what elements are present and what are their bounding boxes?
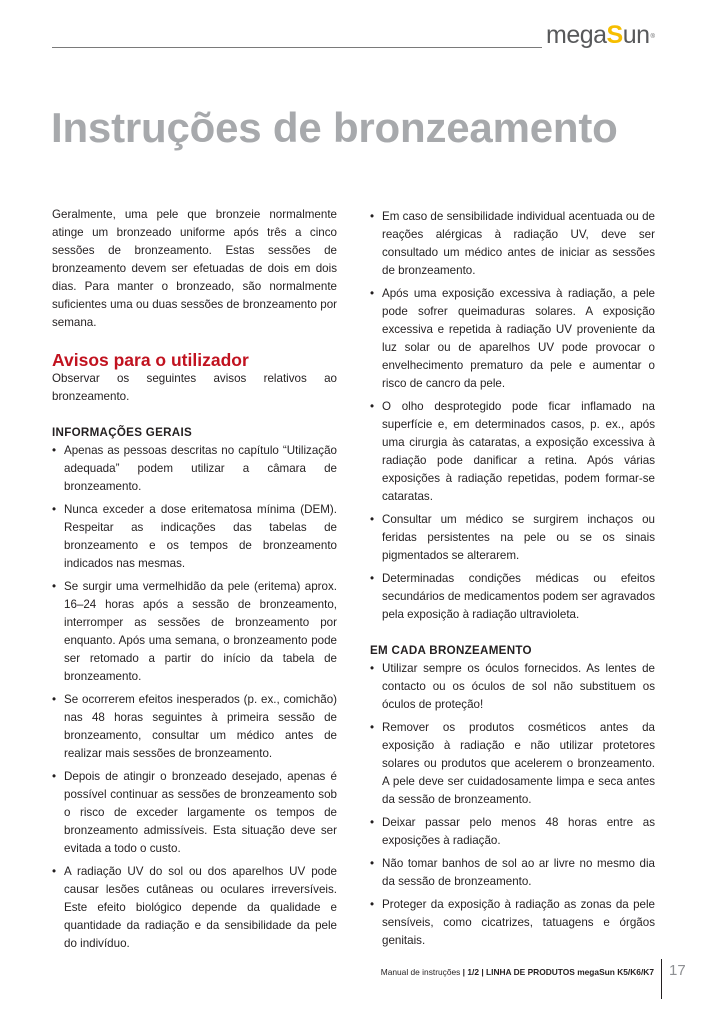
list-item <box>52 501 337 573</box>
list-item-text: Deixar passar pelo menos 48 horas entre as exposições à radiação. <box>382 816 655 847</box>
list-item-text: Apenas as pessoas descritas no capítulo “Utilização adequada” podem utilizar a câmara de bronzeamento. <box>64 444 337 493</box>
logo-suffix: un <box>622 21 650 49</box>
list-item-text: Determinadas condições médicas ou efeitos secundários de medicamentos podem ser agravados pela exposição à radiação ultravioleta. <box>382 572 655 621</box>
list-item <box>370 398 655 506</box>
list-item <box>52 691 337 763</box>
subheading-each-session: EM CADA BRONZEAMENTO <box>370 644 532 657</box>
bullet-icon: • <box>52 580 57 593</box>
list-item-text: Após uma exposição excessiva à radiação, a pele pode sofrer queimaduras solares. A exposição excessiva e repetida à radiação UV proveniente da luz solar ou de aparelhos UV pode provocar o envelhecimento prematuro da pele e aumentar o risco de cancro da pele. <box>382 287 655 390</box>
intro-paragraph: Geralmente, uma pele que bronzeie normalmente atinge um bronzeado uniforme após três a cinco sessões de bronzeamento. Estas sessões de bronzeamento devem ser efetuadas de dois em dois dias. Para manter o bronzeado, são normalmente suficientes uma ou duas sessões de bronzeamento por semana. <box>52 208 337 329</box>
list-item-text: Se ocorrerem efeitos inesperados (p. ex., comichão) nas 48 horas seguintes à primeira sessão de bronzeamento, consultar um médico antes de realizar mais sessões de bronzeamento. <box>64 693 337 760</box>
bullet-icon: • <box>52 865 57 878</box>
list-item <box>52 442 337 496</box>
megasun-logo <box>546 20 654 50</box>
list-item <box>370 208 655 280</box>
list-item-text: A radiação UV do sol ou dos aparelhos UV pode causar lesões cutâneas ou oculares irreversíveis. Este efeito biológico depende da qualidade e quantidade da radiação e da sensibilidade da pele do indivíduo. <box>64 865 337 950</box>
list-item <box>370 511 655 565</box>
list-item-text: Se surgir uma vermelhidão da pele (eritema) aprox. 16–24 horas após a sessão de bronzeamento, interromper as sessões de bronzeamento por enquanto. Após uma semana, o bronzeamento pode ser retomado a partir do início da tabela de bronzeamento. <box>64 580 337 683</box>
bullet-icon: • <box>52 693 57 706</box>
bullet-icon: • <box>370 287 375 300</box>
general-info-list <box>52 442 337 953</box>
page-number: 17 <box>669 962 686 979</box>
each-session-list <box>370 660 655 950</box>
section-intro: Observar os seguintes avisos relativos ao bronzeamento. <box>52 372 337 403</box>
bullet-icon: • <box>52 503 57 516</box>
list-item <box>52 578 337 686</box>
footer-separator: | <box>479 967 486 977</box>
list-item <box>370 896 655 950</box>
bullet-icon: • <box>370 210 375 223</box>
list-item-text: Proteger da exposição à radiação as zonas da pele sensíveis, como cicatrizes, tatuagens e órgãos genitais. <box>382 898 655 947</box>
bullet-icon: • <box>370 816 375 829</box>
bullet-icon: • <box>52 770 57 783</box>
list-item-text: Remover os produtos cosméticos antes da exposição à radiação e não utilizar protetores solares ou produtos que acelerem o bronzeamento. A pele deve ser cuidadosamente limpa e seca antes da sessão de bronzeamento. <box>382 721 655 806</box>
logo-prefix: mega <box>546 21 607 49</box>
list-item <box>370 814 655 850</box>
bullet-icon: • <box>370 857 375 870</box>
list-item-text: O olho desprotegido pode ficar inflamado na superfície e, em determinados casos, p. ex., após uma cirurgia às cataratas, a exposição excessiva à radiação pode danificar a retina. Após várias exposições à radiação repetidas, podem formar-se cataratas. <box>382 400 655 503</box>
list-item-text: Não tomar banhos de sol ao ar livre no mesmo dia da sessão de bronzeamento. <box>382 857 655 888</box>
list-item-text: Consultar um médico se surgirem inchaços ou feridas persistentes na pele ou se os sinais pigmentados se alterarem. <box>382 513 655 562</box>
bullet-icon: • <box>370 513 375 526</box>
list-item-text: Depois de atingir o bronzeado desejado, apenas é possível continuar as sessões de bronzeamento sob o risco de exceder largamente os tempos de bronzeamento admissíveis. Esta situação deve ser evitada a todo o custo. <box>64 770 337 855</box>
list-item-text: Nunca exceder a dose eritematosa mínima (DEM). Respeitar as indicações das tabelas de bronzeamento e os tempos de bronzeamento indicados nas mesmas. <box>64 503 337 570</box>
footer-separator: | <box>460 967 468 977</box>
logo-accent-letter: S <box>606 21 623 49</box>
bullet-icon: • <box>370 721 375 734</box>
list-item <box>370 660 655 714</box>
list-item <box>370 285 655 393</box>
list-item-text: Utilizar sempre os óculos fornecidos. As lentes de contacto ou os óculos de sol não substituem os óculos de proteção! <box>382 662 655 711</box>
footer-volume: 1/2 <box>467 967 479 977</box>
left-column <box>52 206 337 958</box>
list-item <box>370 719 655 809</box>
list-item <box>52 768 337 858</box>
general-info-list-continued <box>370 208 655 624</box>
subheading-general-info: INFORMAÇÕES GERAIS <box>52 426 193 439</box>
page-title: Instruções de bronzeamento <box>51 104 618 151</box>
bullet-icon: • <box>370 662 375 675</box>
list-item <box>52 863 337 953</box>
registered-mark-icon: ® <box>650 34 655 40</box>
header-rule <box>52 47 542 48</box>
section-heading-user-warnings: Avisos para o utilizador <box>52 350 249 370</box>
bullet-icon: • <box>370 400 375 413</box>
bullet-icon: • <box>370 898 375 911</box>
footer-product-line: LINHA DE PRODUTOS megaSun K5/K6/K7 <box>486 967 654 977</box>
bullet-icon: • <box>370 572 375 585</box>
footer-text <box>381 966 654 978</box>
footer-divider <box>661 959 662 999</box>
right-column <box>370 208 655 955</box>
bullet-icon: • <box>52 444 57 457</box>
list-item-text: Em caso de sensibilidade individual acentuada ou de reações alérgicas à radiação UV, deve ser consultado um médico antes de iniciar as sessões de bronzeamento. <box>382 210 655 277</box>
list-item <box>370 855 655 891</box>
footer-manual-label: Manual de instruções <box>380 967 461 977</box>
list-item <box>370 570 655 624</box>
